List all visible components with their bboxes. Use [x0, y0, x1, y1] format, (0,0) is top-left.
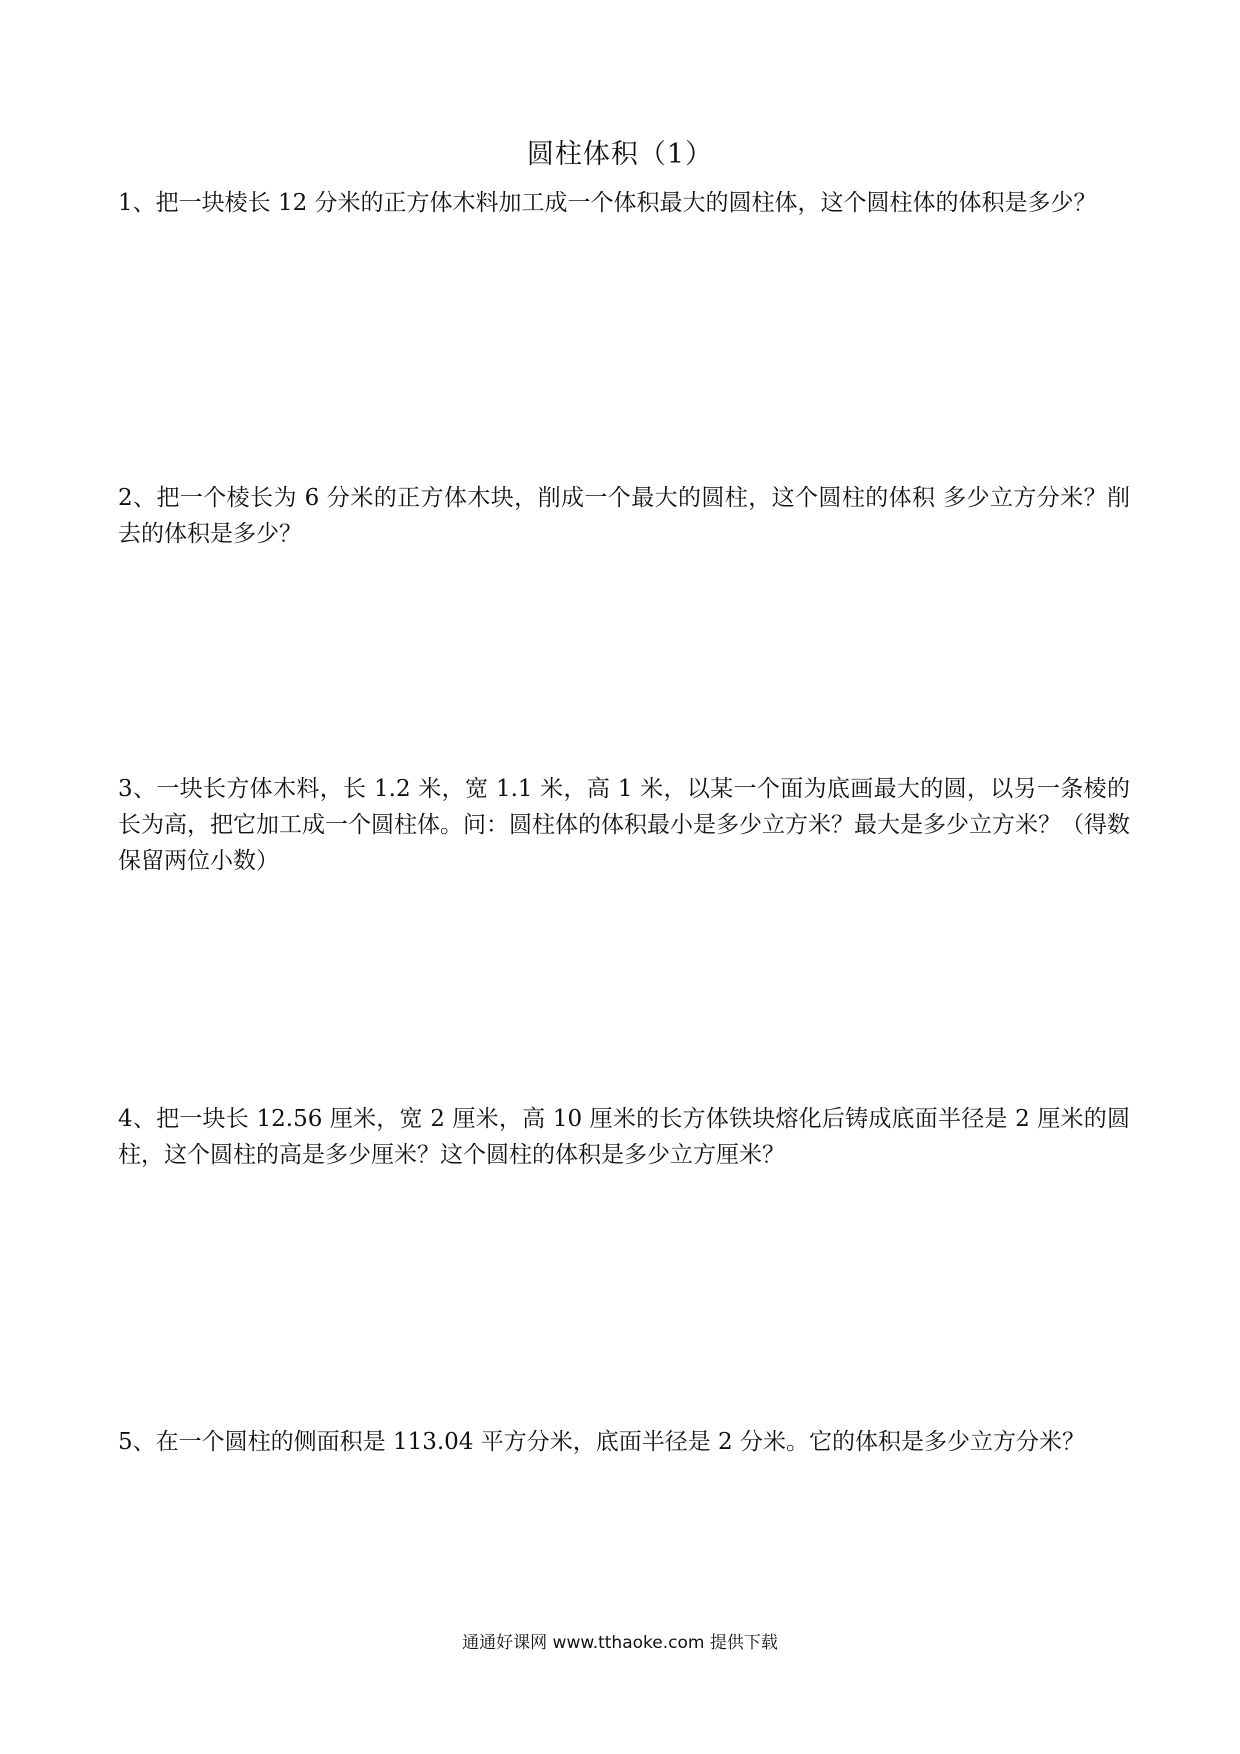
page-title: 圆柱体积（1） — [526, 139, 714, 170]
question-3: 3、一块长方体木料，长 1.2 米，宽 1.1 米，高 1 米，以某一个面为底画最大的圆，以另一条棱的长为高，把它加工成一个圆柱体。问：圆柱体的体积最小是多少立方米？最大是多少立方米？（得数保留两位小数） — [118, 776, 1130, 874]
page-footer: 通通好课网 www.tthaoke.com 提供下载 — [462, 1633, 778, 1653]
question-1: 1、把一块棱长 12 分米的正方体木料加工成一个体积最大的圆柱体，这个圆柱体的体积是多少？ — [118, 190, 1097, 216]
question-4: 4、把一块长 12.56 厘米，宽 2 厘米，高 10 厘米的长方体铁块熔化后铸成底面半径是 2 厘米的圆柱，这个圆柱的高是多少厘米？这个圆柱的体积是多少立方厘米？ — [118, 1106, 1130, 1168]
question-5: 5、在一个圆柱的侧面积是 113.04 平方分米，底面半径是 2 分米。它的体积是多少立方分米？ — [118, 1429, 1085, 1455]
question-2: 2、把一个棱长为 6 分米的正方体木块，削成一个最大的圆柱，这个圆柱的体积 多少立方分米？削去的体积是多少？ — [118, 485, 1130, 547]
